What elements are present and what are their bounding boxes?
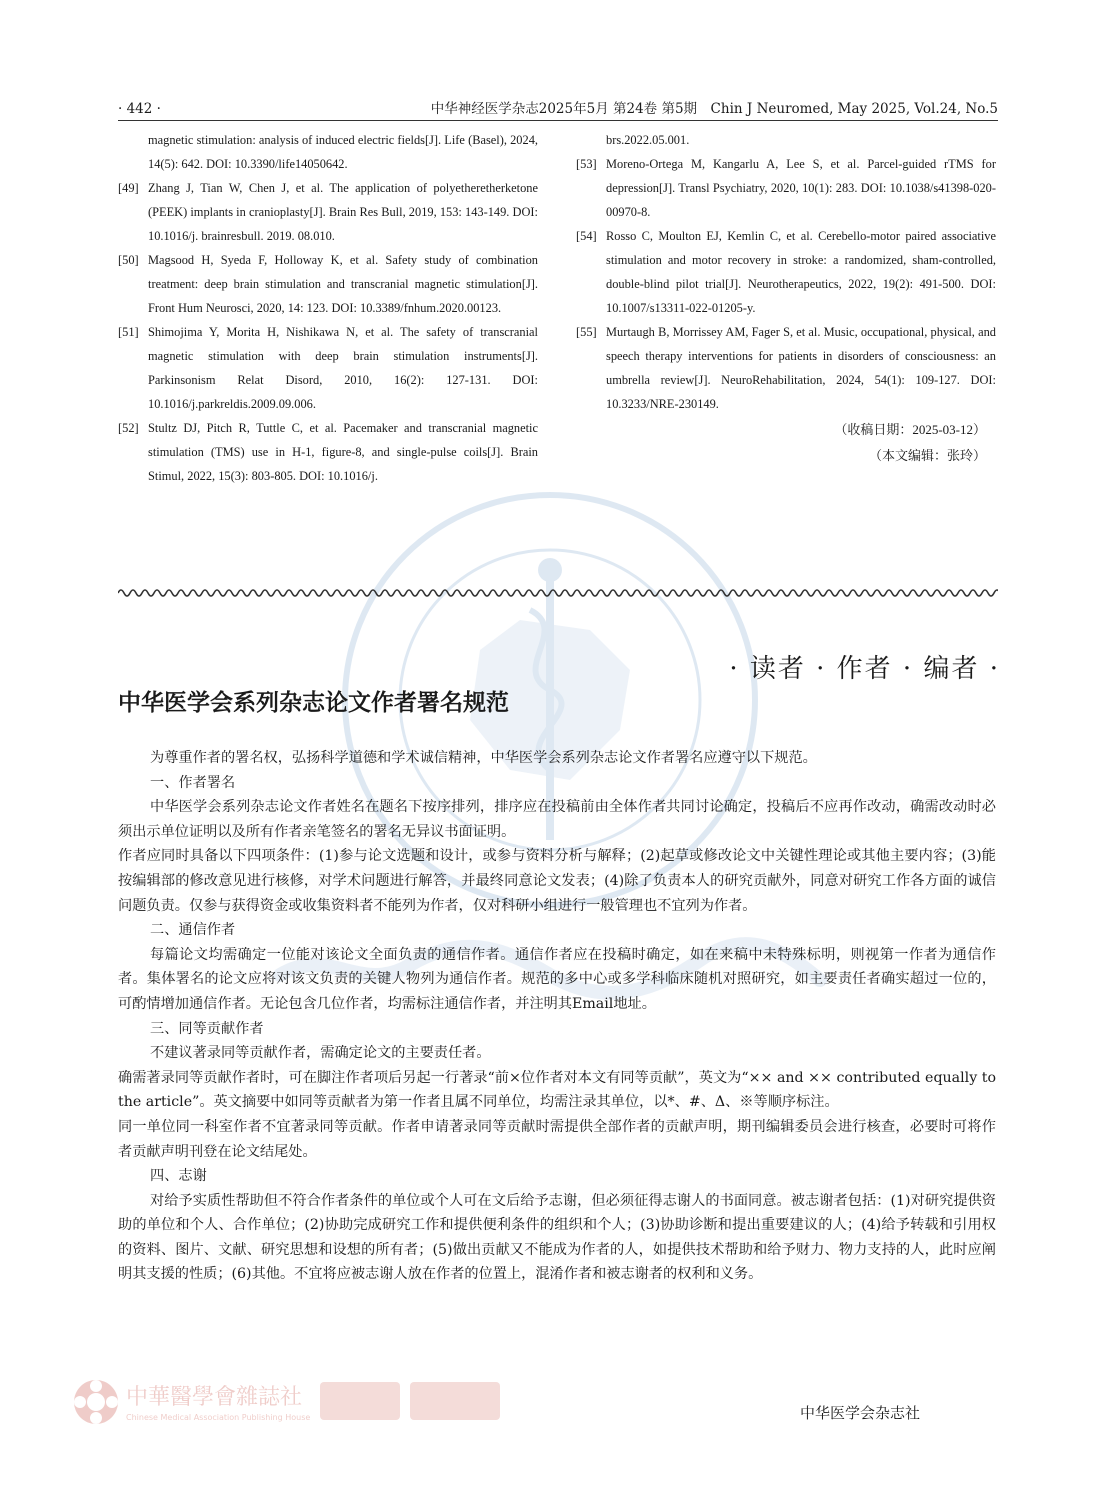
references-right-column: [576, 128, 996, 468]
publisher-logo: [70, 1376, 510, 1428]
editor-credit: （本文编辑：张玲）: [868, 448, 986, 463]
column-heading: · 读者 · 作者 · 编者 ·: [729, 654, 1000, 684]
section-heading: 二、通信作者: [150, 922, 236, 939]
reference-number: [52]: [118, 421, 139, 435]
flower-emblem-icon: [74, 1380, 118, 1424]
body-paragraph: 对给予实质性帮助但不符合作者条件的单位或个人可在文后给予志谢，但必须征得志谢人的书面同意。被志谢者包括：(1)对研究提供资助的单位和个人、合作单位；(2)协助完成研究工作和提供便利条件的组织和个人；(3)协助诊断和提出重要建议的人；(4)给予转载和引用权的资料、图片、文献、研究思想和设想的所有者；(5)做出贡献又不能成为作者的人，如提供技术帮助和给予财力、物力支持的人，此时应阐明其支援的性质；(6)其他。不宜将应被志谢人放在作者的位置上，混淆作者和被志谢者的权利和义务。: [118, 1192, 996, 1283]
qr-stamp-icon: [320, 1382, 400, 1420]
reference-item: [576, 224, 996, 320]
reference-text: Magsood H, Syeda F, Holloway K, et al. Safety study of combination treatment: deep brain stimulation and transcranial magnetic stimulation[J]. Front Hum Neurosci, 2020, 14: 123. DOI: 10.3389/fnhum.2020.00123.: [148, 253, 538, 315]
body-paragraph: 不建议著录同等贡献作者，需确定论文的主要责任者。: [150, 1045, 491, 1062]
reference-number: [54]: [576, 229, 597, 243]
body-paragraph: 作者应同时具备以下四项条件：(1)参与论文选题和设计，或参与资料分析与解释；(2)起草或修改论文中关键性理论或其他主要内容；(3)能按编辑部的修改意见进行核修，对学术问题进行解答，并最终同意论文发表；(4)除了负责本人的研究贡献外，同意对研究工作各方面的诚信问题负责。仅参与获得资金或收集资料者不能列为作者，仅对科研小组进行一般管理也不宜列为作者。: [118, 848, 996, 914]
reference-number: [53]: [576, 157, 597, 171]
reference-continued: [576, 128, 996, 152]
reference-text: Zhang J, Tian W, Chen J, et al. The application of polyetheretherketone (PEEK) implants in cranioplasty[J]. Brain Res Bull, 2019, 153: 143-149. DOI: 10.1016/j. brainresbull. 2019. 08.010.: [148, 181, 538, 243]
reference-item: [576, 152, 996, 224]
journal-citation-line: 中华神经医学杂志2025年5月 第24卷 第5期 Chin J Neuromed, May 2025, Vol.24, No.5: [430, 101, 998, 117]
reference-text: Shimojima Y, Morita H, Nishikawa N, et al. The safety of transcranial magnetic stimulation with deep brain stimulation instruments[J]. Parkinsonism Relat Disord, 2010, 16(2): 127-131. DOI: 10.1016/j.parkreldis.2009.09.006.: [148, 325, 538, 411]
body-paragraph: 每篇论文均需确定一位能对该论文全面负责的通信作者。通信作者应在投稿时确定，如在来稿中未特殊标明，则视第一作者为通信作者。集体署名的论文应将对该文负责的关键人物列为通信作者。规范的多中心或多学科临床随机对照研究，如主要责任者确实超过一位的，可酌情增加通信作者。无论包含几位作者，均需标注通信作者，并注明其Email地址。: [118, 946, 996, 1012]
reference-number: [55]: [576, 325, 597, 339]
section-heading: 三、同等贡献作者: [150, 1020, 264, 1037]
reference-item: [118, 176, 538, 248]
seal-stamp-icon: [410, 1382, 500, 1420]
reference-item: [118, 416, 538, 488]
received-date: （收稿日期：2025-03-12）: [834, 422, 986, 437]
reference-item: [118, 320, 538, 416]
references-left-column: [118, 128, 538, 488]
reference-item: [118, 248, 538, 320]
reference-text: brs.2022.05.001.: [606, 133, 690, 147]
reference-text: magnetic stimulation: analysis of induced electric fields[J]. Life (Basel), 2024, 14(5): 642. DOI: 10.3390/life14050642.: [148, 133, 538, 171]
reference-text: Rosso C, Moulton EJ, Kemlin C, et al. Cerebello-motor paired associative stimulation and motor recovery in stroke: a randomized, sham-controlled, double-blind pilot trial[J]. Neurotherapeutics, 2022, 19(2): 491-500. DOI: 10.1007/s13311-022-01205-y.: [606, 229, 996, 315]
publisher-logo-name: 中華醫學會雜誌社: [126, 1385, 303, 1410]
reference-number: [50]: [118, 253, 139, 267]
publisher-logo-subtext: Chinese Medical Association Publishing House: [126, 1413, 311, 1422]
article-body: [118, 746, 996, 1287]
reference-text: Murtaugh B, Morrissey AM, Fager S, et al. Music, occupational, physical, and speech therapy interventions for patients in disorders of consciousness: an umbrella review[J]. NeuroRehabilitation, 2024, 54(1): 109-127. DOI: 10.3233/NRE-230149.: [606, 325, 996, 411]
running-head: [118, 98, 998, 121]
decorative-separator: [118, 586, 998, 600]
reference-text: Stultz DJ, Pitch R, Tuttle C, et al. Pacemaker and transcranial magnetic stimulation (TMS) use in H-1, figure-8, and single-pulse coils[J]. Brain Stimul, 2022, 15(3): 803-805. DOI: 10.1016/j.: [148, 421, 538, 483]
reference-text: Moreno-Ortega M, Kangarlu A, Lee S, et al. Parcel-guided rTMS for depression[J]. Transl Psychiatry, 2020, 10(1): 283. DOI: 10.1038/s41398-020-00970-8.: [606, 157, 996, 219]
intro-paragraph: 为尊重作者的署名权，弘扬科学道德和学术诚信精神，中华医学会系列杂志论文作者署名应遵守以下规范。: [150, 750, 817, 766]
section-heading: 一、作者署名: [150, 774, 236, 791]
body-paragraph: 中华医学会系列杂志论文作者姓名在题名下按序排列，排序应在投稿前由全体作者共同讨论确定，投稿后不应再作改动，确需改动时必须出示单位证明以及所有作者亲笔签名的署名无异议书面证明。: [118, 799, 996, 840]
page-number: · 442 ·: [118, 101, 161, 117]
publisher-signature: 中华医学会杂志社: [800, 1404, 921, 1422]
body-paragraph: 确需著录同等贡献作者时，可在脚注作者项后另起一行著录“前×位作者对本文有同等贡献”，英文为“×× and ×× contributed equally to the article”。英文摘要中如同等贡献者为第一作者且属不同单位，均需注录其单位，以*、#、Δ、※等顺序标注。: [118, 1069, 996, 1111]
reference-continued: [118, 128, 538, 176]
reference-number: [49]: [118, 181, 139, 195]
section-heading: 四、志谢: [150, 1168, 207, 1185]
article-title: 中华医学会系列杂志论文作者署名规范: [118, 690, 509, 716]
body-paragraph: 同一单位同一科室作者不宜著录同等贡献。作者申请著录同等贡献时需提供全部作者的贡献声明，期刊编辑委员会进行核查，必要时可将作者贡献声明刊登在论文结尾处。: [118, 1118, 996, 1160]
reference-number: [51]: [118, 325, 139, 339]
reference-item: [576, 320, 996, 416]
